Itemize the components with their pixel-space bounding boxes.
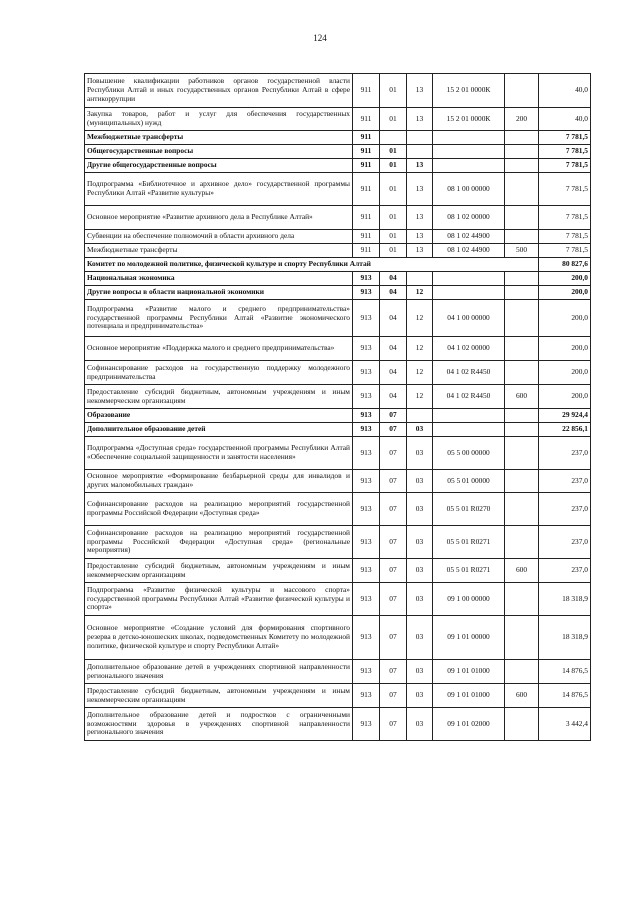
subsection-code (407, 145, 433, 159)
subsection-code (407, 409, 433, 423)
subsection-code: 13 (407, 230, 433, 244)
ministry-code: 911 (353, 230, 380, 244)
row-name: Предоставление субсидий бюджетным, автономным учреждениям и иным некоммерческим организациям (85, 559, 353, 583)
target-code (433, 131, 505, 145)
expense-type-code (505, 708, 539, 741)
row-name: Основное мероприятие «Поддержка малого и среднего предпринимательства» (85, 337, 353, 361)
expense-type-code: 200 (505, 108, 539, 131)
table-row (85, 258, 591, 272)
section-code: 07 (380, 423, 407, 437)
expense-type-code (505, 409, 539, 423)
section-code: 01 (380, 145, 407, 159)
target-code: 09 1 01 00000 (433, 616, 505, 660)
target-code: 04 1 02 R4450 (433, 385, 505, 409)
ministry-code: 913 (353, 583, 380, 616)
amount: 237,0 (539, 559, 591, 583)
ministry-code: 913 (353, 272, 380, 286)
section-code: 04 (380, 361, 407, 385)
table-row (85, 272, 591, 286)
target-code: 09 1 01 01000 (433, 684, 505, 708)
row-name: Основное мероприятие «Развитие архивного дела в Республике Алтай» (85, 206, 353, 230)
expense-type-code (505, 131, 539, 145)
row-name: Предоставление субсидий бюджетным, автономным учреждениям и иным некоммерческим организациям (85, 385, 353, 409)
ministry-code: 911 (353, 173, 380, 206)
expense-type-code (505, 470, 539, 493)
ministry-code: 913 (353, 708, 380, 741)
target-code: 04 1 00 00000 (433, 300, 505, 337)
table-row (85, 286, 591, 300)
subsection-code: 03 (407, 708, 433, 741)
expense-type-code (505, 300, 539, 337)
amount: 237,0 (539, 437, 591, 470)
expense-type-code: 600 (505, 385, 539, 409)
amount: 7 781,5 (539, 206, 591, 230)
table-row (85, 244, 591, 258)
row-name: Другие вопросы в области национальной экономики (85, 286, 353, 300)
target-code: 05 5 00 00000 (433, 437, 505, 470)
row-name: Комитет по молодежной политике, физической культуре и спорту Республики Алтай (85, 258, 539, 272)
row-name: Подпрограмма «Развитие физической культуры и массового спорта» государственной программы Республики Алтай «Развитие физической культуры и спорта» (85, 583, 353, 616)
amount: 200,0 (539, 361, 591, 385)
section-code: 07 (380, 559, 407, 583)
amount: 7 781,5 (539, 230, 591, 244)
row-name: Дополнительное образование детей (85, 423, 353, 437)
row-name: Софинансирование расходов на реализацию мероприятий государственной программы Российской Федерации «Доступная среда» (региональные мероприятия) (85, 526, 353, 559)
table-row (85, 159, 591, 173)
target-code: 08 1 02 44900 (433, 244, 505, 258)
table-row (85, 660, 591, 684)
table-row (85, 385, 591, 409)
table-row (85, 708, 591, 741)
amount: 237,0 (539, 493, 591, 526)
amount: 14 876,5 (539, 660, 591, 684)
table-row (85, 230, 591, 244)
target-code (433, 409, 505, 423)
ministry-code: 913 (353, 286, 380, 300)
subsection-code (407, 272, 433, 286)
ministry-code: 911 (353, 145, 380, 159)
budget-table-body (85, 74, 591, 741)
target-code: 04 1 02 R4450 (433, 361, 505, 385)
row-name: Предоставление субсидий бюджетным, автономным учреждениям и иным некоммерческим организациям (85, 684, 353, 708)
section-code: 01 (380, 108, 407, 131)
subsection-code: 03 (407, 470, 433, 493)
expense-type-code (505, 230, 539, 244)
subsection-code: 13 (407, 159, 433, 173)
amount: 200,0 (539, 272, 591, 286)
ministry-code: 913 (353, 684, 380, 708)
row-name: Основное мероприятие «Создание условий для формирования спортивного резерва в детско-юношеских школах, подведомственных Комитету по молодежной политике, физической культуре и спорту Республики Алтай» (85, 616, 353, 660)
section-code: 01 (380, 173, 407, 206)
row-name: Повышение квалификации работников органов государственной власти Республики Алтай и иных государственных органов Республики Алтай в сфере антикоррупции (85, 74, 353, 108)
target-code: 15 2 01 0000К (433, 74, 505, 108)
row-name: Дополнительное образование детей в учреждениях спортивной направленности регионального значения (85, 660, 353, 684)
row-name: Субвенции на обеспечение полномочий в области архивного дела (85, 230, 353, 244)
row-name: Основное мероприятие «Формирование безбарьерной среды для инвалидов и других маломобильных граждан» (85, 470, 353, 493)
amount: 237,0 (539, 526, 591, 559)
expense-type-code (505, 173, 539, 206)
amount: 3 442,4 (539, 708, 591, 741)
row-name: Подпрограмма «Развитие малого и среднего предпринимательства» государственной программы Республики Алтай «Развитие экономического потенциала и предпринимательства» (85, 300, 353, 337)
ministry-code: 913 (353, 470, 380, 493)
table-row (85, 206, 591, 230)
table-row (85, 361, 591, 385)
expense-type-code (505, 423, 539, 437)
target-code (433, 286, 505, 300)
subsection-code: 03 (407, 559, 433, 583)
table-row (85, 337, 591, 361)
target-code (433, 145, 505, 159)
expense-type-code (505, 74, 539, 108)
section-code: 07 (380, 409, 407, 423)
ministry-code: 913 (353, 616, 380, 660)
section-code: 07 (380, 660, 407, 684)
ministry-code: 913 (353, 493, 380, 526)
expense-type-code (505, 437, 539, 470)
row-name: Другие общегосударственные вопросы (85, 159, 353, 173)
ministry-code: 911 (353, 131, 380, 145)
table-row (85, 470, 591, 493)
table-row (85, 423, 591, 437)
ministry-code: 913 (353, 361, 380, 385)
target-code: 08 1 02 44900 (433, 230, 505, 244)
section-code: 01 (380, 74, 407, 108)
ministry-code: 913 (353, 300, 380, 337)
table-row (85, 173, 591, 206)
target-code: 09 1 01 01000 (433, 660, 505, 684)
subsection-code (407, 131, 433, 145)
expense-type-code (505, 286, 539, 300)
subsection-code: 13 (407, 206, 433, 230)
section-code: 07 (380, 616, 407, 660)
table-row (85, 145, 591, 159)
amount: 7 781,5 (539, 131, 591, 145)
section-code: 01 (380, 206, 407, 230)
table-row (85, 559, 591, 583)
section-code: 04 (380, 300, 407, 337)
table-row (85, 108, 591, 131)
subsection-code: 12 (407, 361, 433, 385)
table-row (85, 437, 591, 470)
expense-type-code (505, 361, 539, 385)
amount: 7 781,5 (539, 244, 591, 258)
subsection-code: 03 (407, 493, 433, 526)
ministry-code: 913 (353, 409, 380, 423)
table-row (85, 684, 591, 708)
target-code: 08 1 02 00000 (433, 206, 505, 230)
amount: 40,0 (539, 108, 591, 131)
target-code: 04 1 02 00000 (433, 337, 505, 361)
ministry-code: 913 (353, 526, 380, 559)
section-code: 04 (380, 385, 407, 409)
row-name: Межбюджетные трансферты (85, 131, 353, 145)
subsection-code: 13 (407, 74, 433, 108)
subsection-code: 13 (407, 173, 433, 206)
expense-type-code (505, 526, 539, 559)
subsection-code: 03 (407, 583, 433, 616)
section-code: 04 (380, 286, 407, 300)
section-code: 07 (380, 437, 407, 470)
section-code: 01 (380, 244, 407, 258)
table-row (85, 300, 591, 337)
expense-type-code (505, 337, 539, 361)
target-code (433, 272, 505, 286)
ministry-code: 913 (353, 337, 380, 361)
section-code: 07 (380, 708, 407, 741)
row-name: Закупка товаров, работ и услуг для обеспечения государственных (муниципальных) нужд (85, 108, 353, 131)
row-name: Софинансирование расходов на реализацию мероприятий государственной программы Российской Федерации «Доступная среда» (85, 493, 353, 526)
section-code: 01 (380, 159, 407, 173)
ministry-code: 913 (353, 423, 380, 437)
amount: 7 781,5 (539, 145, 591, 159)
amount: 7 781,5 (539, 173, 591, 206)
amount: 40,0 (539, 74, 591, 108)
budget-table (84, 73, 591, 741)
expense-type-code (505, 493, 539, 526)
expense-type-code (505, 660, 539, 684)
section-code: 07 (380, 684, 407, 708)
expense-type-code (505, 616, 539, 660)
amount: 200,0 (539, 286, 591, 300)
target-code: 09 1 01 02000 (433, 708, 505, 741)
subsection-code: 12 (407, 300, 433, 337)
amount: 237,0 (539, 470, 591, 493)
table-row (85, 409, 591, 423)
table-row (85, 131, 591, 145)
amount: 200,0 (539, 337, 591, 361)
section-code (380, 131, 407, 145)
subsection-code: 03 (407, 526, 433, 559)
table-row (85, 74, 591, 108)
ministry-code: 911 (353, 108, 380, 131)
expense-type-code: 500 (505, 244, 539, 258)
amount: 200,0 (539, 300, 591, 337)
row-name: Образование (85, 409, 353, 423)
amount: 200,0 (539, 385, 591, 409)
amount: 18 318,9 (539, 583, 591, 616)
target-code: 08 1 00 00000 (433, 173, 505, 206)
amount: 14 876,5 (539, 684, 591, 708)
subsection-code: 03 (407, 423, 433, 437)
ministry-code: 911 (353, 159, 380, 173)
amount: 18 318,9 (539, 616, 591, 660)
amount: 80 827,6 (539, 258, 591, 272)
subsection-code: 12 (407, 286, 433, 300)
target-code: 05 5 01 R0271 (433, 559, 505, 583)
target-code: 05 5 01 R0271 (433, 526, 505, 559)
subsection-code: 03 (407, 616, 433, 660)
row-name: Подпрограмма «Доступная среда» государственной программы Республики Алтай «Обеспечение социальной защищенности и занятости населения» (85, 437, 353, 470)
section-code: 07 (380, 583, 407, 616)
subsection-code: 13 (407, 108, 433, 131)
ministry-code: 911 (353, 74, 380, 108)
page-number: 124 (313, 33, 327, 43)
expense-type-code (505, 159, 539, 173)
amount: 29 924,4 (539, 409, 591, 423)
ministry-code: 911 (353, 206, 380, 230)
row-name: Общегосударственные вопросы (85, 145, 353, 159)
target-code: 09 1 00 00000 (433, 583, 505, 616)
subsection-code: 13 (407, 244, 433, 258)
section-code: 07 (380, 493, 407, 526)
target-code: 05 5 01 R0270 (433, 493, 505, 526)
ministry-code: 913 (353, 385, 380, 409)
subsection-code: 03 (407, 660, 433, 684)
ministry-code: 913 (353, 660, 380, 684)
subsection-code: 03 (407, 684, 433, 708)
subsection-code: 12 (407, 337, 433, 361)
row-name: Национальная экономика (85, 272, 353, 286)
expense-type-code: 600 (505, 684, 539, 708)
ministry-code: 913 (353, 437, 380, 470)
ministry-code: 911 (353, 244, 380, 258)
subsection-code: 03 (407, 437, 433, 470)
section-code: 04 (380, 272, 407, 286)
expense-type-code: 600 (505, 559, 539, 583)
table-row (85, 583, 591, 616)
expense-type-code (505, 583, 539, 616)
section-code: 01 (380, 230, 407, 244)
row-name: Подпрограмма «Библиотечное и архивное дело» государственной программы Республики Алтай «Развитие культуры» (85, 173, 353, 206)
table-row (85, 526, 591, 559)
amount: 7 781,5 (539, 159, 591, 173)
table-row (85, 616, 591, 660)
row-name: Софинансирование расходов на государственную поддержку молодежного предпринимательства (85, 361, 353, 385)
target-code (433, 159, 505, 173)
ministry-code: 913 (353, 559, 380, 583)
table-row (85, 493, 591, 526)
target-code: 15 2 01 0000К (433, 108, 505, 131)
target-code (433, 423, 505, 437)
expense-type-code (505, 206, 539, 230)
expense-type-code (505, 272, 539, 286)
target-code: 05 5 01 00000 (433, 470, 505, 493)
row-name: Дополнительное образование детей и подростков с ограниченными возможностями здоровья в учреждениях спортивной направленности регионального значения (85, 708, 353, 741)
section-code: 07 (380, 526, 407, 559)
subsection-code: 12 (407, 385, 433, 409)
row-name: Межбюджетные трансферты (85, 244, 353, 258)
section-code: 07 (380, 470, 407, 493)
amount: 22 856,1 (539, 423, 591, 437)
expense-type-code (505, 145, 539, 159)
section-code: 04 (380, 337, 407, 361)
